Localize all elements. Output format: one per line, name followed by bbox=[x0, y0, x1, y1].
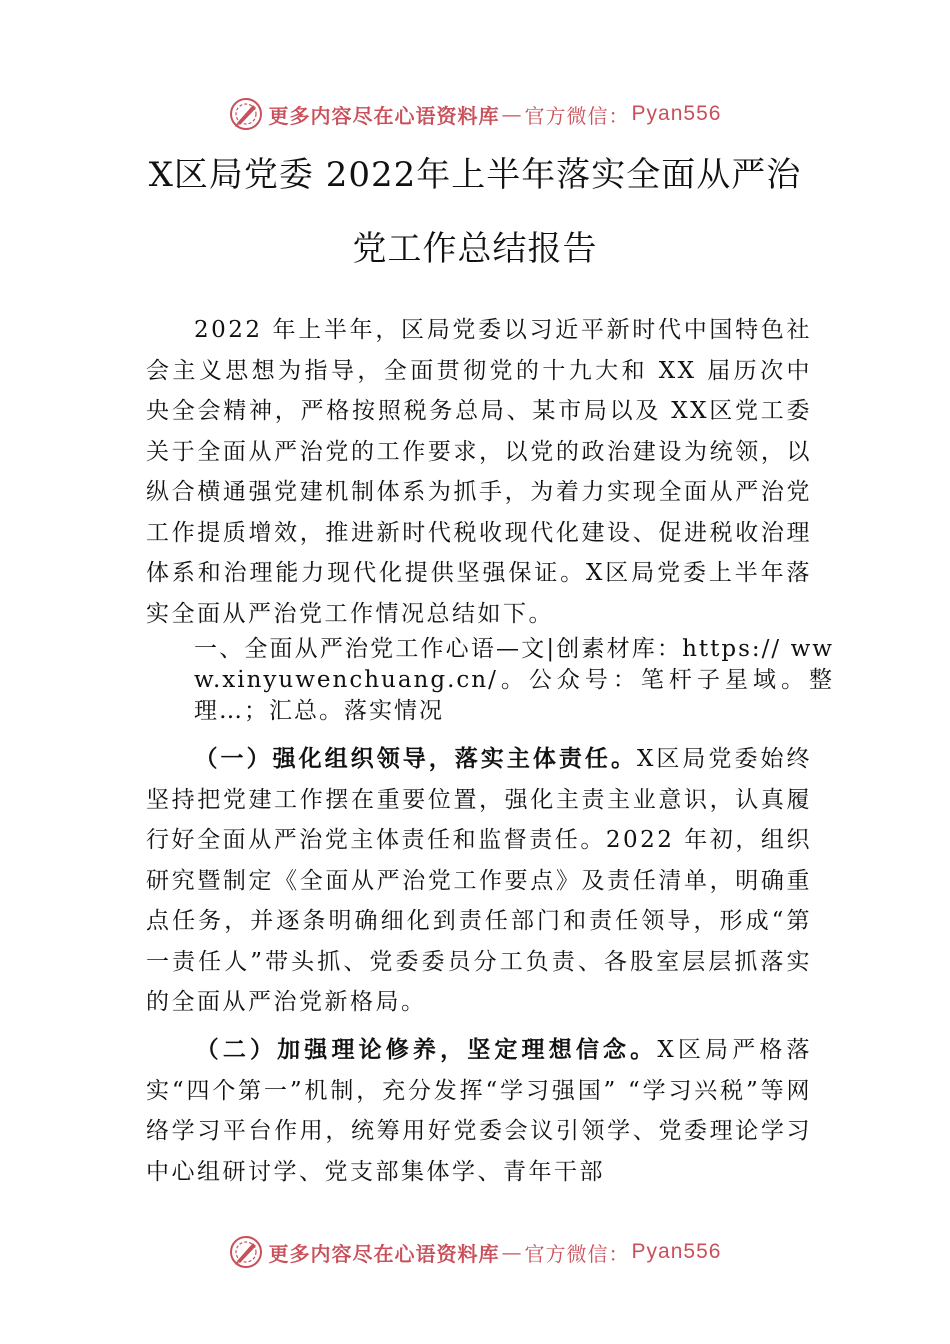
banner-separator: — bbox=[501, 102, 523, 126]
section-heading-1 bbox=[194, 634, 834, 727]
banner-separator: — bbox=[501, 1240, 523, 1264]
banner-account: Pyan556 bbox=[631, 102, 722, 125]
intro-paragraph bbox=[146, 310, 812, 634]
pen-logo-icon bbox=[229, 97, 263, 131]
banner-label: 更多内容尽在心语资料库 bbox=[268, 1241, 500, 1266]
section-2-paragraph bbox=[146, 1030, 812, 1192]
footer-banner bbox=[0, 1232, 950, 1272]
banner-wechat-label: 官方微信： bbox=[524, 1241, 630, 1266]
pen-logo-icon bbox=[229, 1235, 263, 1269]
document-title-line-2: 党工作总结报告 bbox=[352, 229, 598, 269]
section-2-body: X区局严格落实“四个第一”机制，充分发挥“学习强国” “学习兴税”等网络学习平台作用，统筹用好党委会议引领学、党委理论学习中心组研讨学、党支部集体学、青年干部 bbox=[146, 1037, 813, 1185]
document-title-line-1: X区局党委 2022年上半年落实全面从严治 bbox=[148, 155, 802, 195]
section-1-title: （一）强化组织领导，落实主体责任。 bbox=[194, 745, 637, 772]
heading-text: 一、全面从严治党工作心语—文|创素材库：https:// www.xinyuwenchuang.cn/。公众号：笔杆子星域。整理…；汇总。落实情况 bbox=[194, 636, 834, 724]
intro-text: 2022 年上半年，区局党委以习近平新时代中国特色社会主义思想为指导，全面贯彻党的十九大和 XX 届历次中央全会精神，严格按照税务总局、某市局以及 XX区党工委关于全面从严治党的工作要求，以党的政治建设为统领，以纵合横通强党建机制体系为抓手，为着力实现全面从严治党工作提质增效，推进新时代税收现代化建设、促进税收治理体系和治理能力现代化提供坚强保证。X区局党委上半年落实全面从严治党工作情况总结如下。 bbox=[146, 317, 812, 627]
section-1-paragraph bbox=[146, 739, 812, 1023]
header-banner bbox=[0, 94, 950, 134]
banner-account: Pyan556 bbox=[631, 1240, 722, 1263]
section-2-title: （二）加强理论修养，坚定理想信念。 bbox=[194, 1036, 658, 1063]
banner-label: 更多内容尽在心语资料库 bbox=[268, 103, 500, 128]
banner-wechat-label: 官方微信： bbox=[524, 103, 630, 128]
section-1-body: X区局党委始终坚持把党建工作摆在重要位置，强化主责主业意识，认真履行好全面从严治党主体责任和监督责任。2022 年初，组织研究暨制定《全面从严治党工作要点》及责任清单，明确重点任务，并逐条明确细化到责任部门和责任领导，形成“第一责任人”带头抓、党委委员分工负责、各股室层层抓落实的全面从严治党新格局。 bbox=[146, 746, 812, 1015]
